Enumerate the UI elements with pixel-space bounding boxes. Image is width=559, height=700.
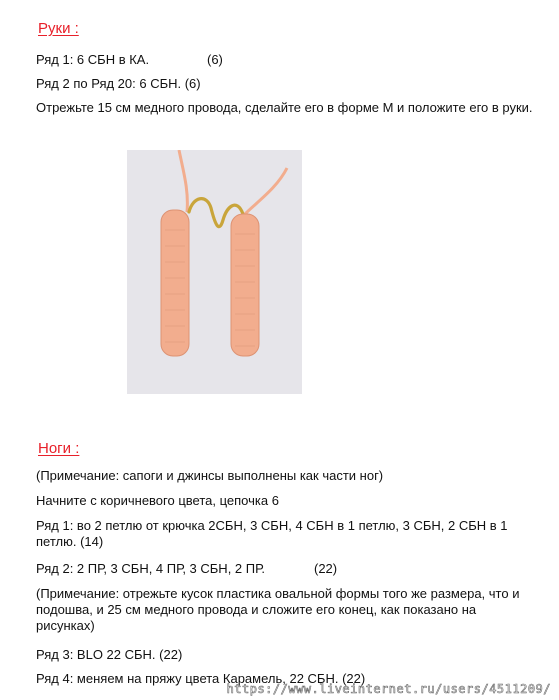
legs-row-3: Ряд 3: BLO 22 СБН. (22) — [36, 647, 183, 662]
legs-row-2 — [36, 561, 338, 577]
arms-heading: Руки : — [38, 20, 79, 37]
watermark: https://www.liveinternet.ru/users/4511209/ — [226, 682, 551, 696]
legs-row-2-count: (22) — [314, 561, 338, 576]
legs-row-4: Ряд 4: меняем на пряжу цвета Карамель, 22 СБН. (22) — [36, 671, 366, 686]
arms-row-1-count: (6) — [207, 52, 223, 67]
legs-note-1: (Примечание: сапоги и джинсы выполнены как части ног) — [36, 468, 384, 483]
arms-row-1 — [36, 52, 223, 68]
legs-start: Начните с коричневого цвета, цепочка 6 — [36, 493, 279, 508]
legs-note-2: (Примечание: отрежьте кусок пластика овальной формы того же размера, что и подошва, и 25 см медного провода и сложите его конец, как показано на рисунках) — [36, 586, 520, 633]
legs-row-2-text: Ряд 2: 2 ПР, 3 СБН, 4 ПР, 3 СБН, 2 ПР. — [36, 561, 265, 576]
arms-photo — [127, 150, 302, 394]
arms-row-2: Ряд 2 по Ряд 20: 6 СБН. (6) — [36, 76, 201, 91]
legs-heading: Ноги : — [38, 440, 80, 457]
arms-wire-note: Отрежьте 15 см медного провода, сделайте его в форме М и положите его в руки. — [36, 100, 533, 115]
crochet-arms-image — [127, 150, 302, 394]
arms-row-1-text: Ряд 1: 6 СБН в КА. — [36, 52, 150, 67]
legs-row-1: Ряд 1: во 2 петлю от крючка 2СБН, 3 СБН, 4 СБН в 1 петлю, 3 СБН, 2 СБН в 1 петлю. (14) — [36, 518, 508, 549]
